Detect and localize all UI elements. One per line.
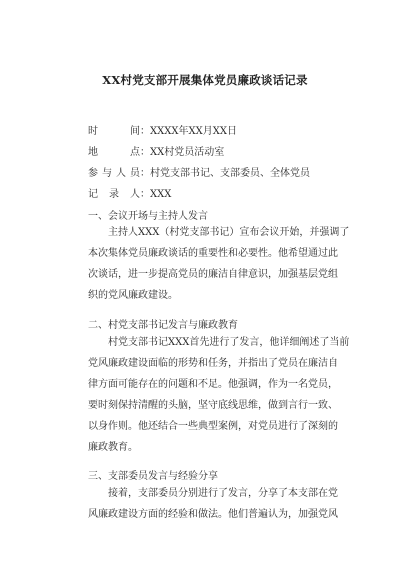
meta-place-value: XX村党员活动室 <box>150 147 225 158</box>
section-body-1 <box>88 222 350 306</box>
meta-time-value: XXXX年XX月XX日 <box>150 126 237 137</box>
paragraph-line: 要时刻保持清醒的头脑，坚守底线思维，做到言行一致、 <box>88 400 338 411</box>
paragraph-line: 主持人XXX（村党支部书记）宣布会议开始，并强调了 <box>108 227 350 238</box>
section-heading-3: 三、支部委员发言与经验分享 <box>88 471 218 482</box>
paragraph-line: 次谈话，进一步提高党员的廉洁自律意识，加强基层党组 <box>88 269 338 280</box>
paragraph-line: 廉政教育。 <box>88 442 138 453</box>
paragraph-line: 风廉政建设方面的经验和做法。他们普遍认为，加强党风 <box>88 509 338 520</box>
section-body-2 <box>88 332 350 458</box>
meta-time-row: 时 间：XXXX年XX月XX日 <box>88 122 237 136</box>
meta-recorder-value: XXX <box>150 189 172 200</box>
paragraph-line: 本次集体党员廉政谈话的重要性和必要性。他希望通过此 <box>88 248 338 259</box>
meta-place-label: 地 点 <box>88 147 140 158</box>
meta-recorder-label: 记 录 人 <box>88 189 140 200</box>
paragraph-line: 律方面可能存在的问题和不足。他强调，作为一名党员， <box>88 379 338 390</box>
meta-attendees-value: 村党支部书记、支部委员、全体党员 <box>150 168 310 179</box>
section-heading-2: 二、村党支部书记发言与廉政教育 <box>88 320 238 331</box>
paragraph-line: 以身作则。他还结合一些典型案例，对党员进行了深刻的 <box>88 421 338 432</box>
paragraph-line: 党风廉政建设面临的形势和任务，并指出了党员在廉洁自 <box>88 358 338 369</box>
document-title: XX村党支部开展集体党员廉政谈话记录 <box>102 73 308 87</box>
section-heading-1: 一、会议开场与主持人发言 <box>88 211 208 222</box>
meta-time-label: 时 间 <box>88 126 140 137</box>
paragraph-line: 村党支部书记XXX首先进行了发言，他详细阐述了当前 <box>108 337 350 348</box>
meta-place-row: 地 点：XX村党员活动室 <box>88 143 224 157</box>
section-body-3 <box>88 483 338 525</box>
meta-attendees-row: 参与人员：村党支部书记、支部委员、全体党员 <box>88 164 310 178</box>
paragraph-line: 接着，支部委员分别进行了发言，分享了本支部在党 <box>108 488 338 499</box>
meta-attendees-label: 参与人员 <box>88 168 140 179</box>
paragraph-line: 织的党风廉政建设。 <box>88 290 178 301</box>
meta-recorder-row: 记 录 人：XXX <box>88 185 171 199</box>
